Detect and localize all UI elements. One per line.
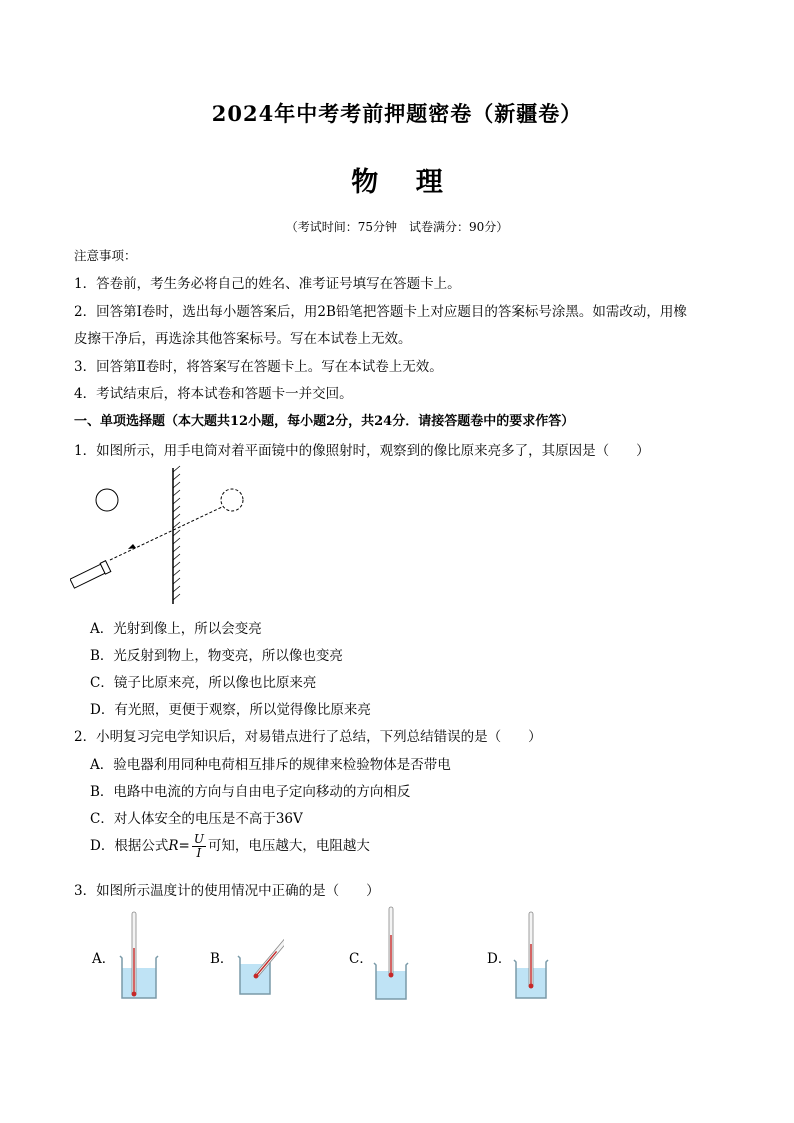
q3-label-b: B．: [210, 951, 234, 967]
notice-item-1: 1．答卷前，考生务必将自己的姓名、准考证号填写在答题卡上。: [74, 276, 461, 292]
q2-d-prefix: D．根据公式: [90, 838, 169, 854]
q3-label-c: C．: [349, 951, 373, 967]
beaker-c-figure: [372, 905, 412, 1001]
q1-option-d: D．有光照，更便于观察，所以觉得像比原来亮: [90, 702, 371, 718]
formula-eq: =: [178, 838, 190, 854]
q3-stem: 3．如图所示温度计的使用情况中正确的是（ ）: [74, 883, 380, 899]
notice-heading: 注意事项：: [74, 248, 137, 263]
beaker-a-figure: [118, 908, 162, 1000]
notice-item-2-cont: 皮擦干净后，再选涂其他答案标号。写在本试卷上无效。: [74, 331, 412, 347]
exam-meta: （考试时间：75分钟 试卷满分：90分）: [285, 220, 509, 234]
q1-option-c: C．镜子比原来亮，所以像也比原来亮: [90, 675, 317, 691]
notice-item-4: 4．考试结束后，将本试卷和答题卡一并交回。: [74, 386, 353, 402]
subject-char-2: 理: [415, 167, 443, 198]
image-circle: [221, 489, 243, 511]
q1-mirror-figure: [70, 462, 255, 610]
q2-option-c: C．对人体安全的电压是不高于36V: [90, 811, 303, 827]
formula-fraction: [192, 833, 206, 860]
section-1-heading: 一、单项选择题（本大题共12小题，每小题2分，共24分．请接答题卷中的要求作答）: [74, 414, 575, 429]
q1-option-a: A．光射到像上，所以会变亮: [90, 621, 262, 637]
subject-title: [0, 160, 794, 199]
q1-stem: 1．如图所示，用手电筒对着平面镜中的像照射时，观察到的像比原来亮多了，其原因是（ ）: [74, 443, 650, 459]
q2-d-suffix: 可知，电压越大，电阻越大: [207, 838, 370, 854]
beaker-b-figure: [234, 914, 284, 1000]
q3-label-a: A．: [92, 951, 116, 967]
q2-stem: 2．小明复习完电学知识后，对易错点进行了总结，下列总结错误的是（ ）: [74, 729, 542, 745]
formula-numerator: U: [193, 832, 204, 846]
subject-char-1: 物: [351, 167, 379, 198]
notice-item-3: 3．回答第Ⅱ卷时，将答案写在答题卡上。写在本试卷上无效。: [74, 359, 443, 375]
q1-option-b: B．光反射到物上，物变亮，所以像也变亮: [90, 648, 343, 664]
q2-option-b: B．电路中电流的方向与自由电子定向移动的方向相反: [90, 784, 411, 800]
q2-option-d: [90, 833, 370, 860]
formula-r: R: [168, 838, 179, 854]
q2-option-a: A．验电器利用同种电荷相互排斥的规律来检验物体是否带电: [90, 757, 451, 773]
flashlight-icon: [70, 561, 111, 589]
light-ray: [110, 507, 222, 560]
formula-denominator: I: [196, 846, 202, 860]
mirror-hatching: [173, 466, 180, 600]
object-circle: [96, 489, 118, 511]
exam-title: 2024年中考考前押题密卷（新疆卷）: [211, 101, 583, 126]
beaker-d-figure: [512, 910, 552, 1000]
notice-item-2: 2．回答第Ⅰ卷时，选出每小题答案后，用2B铅笔把答题卡上对应题目的答案标号涂黑。如需改动，用橡: [74, 304, 687, 320]
q3-label-d: D．: [487, 951, 512, 967]
